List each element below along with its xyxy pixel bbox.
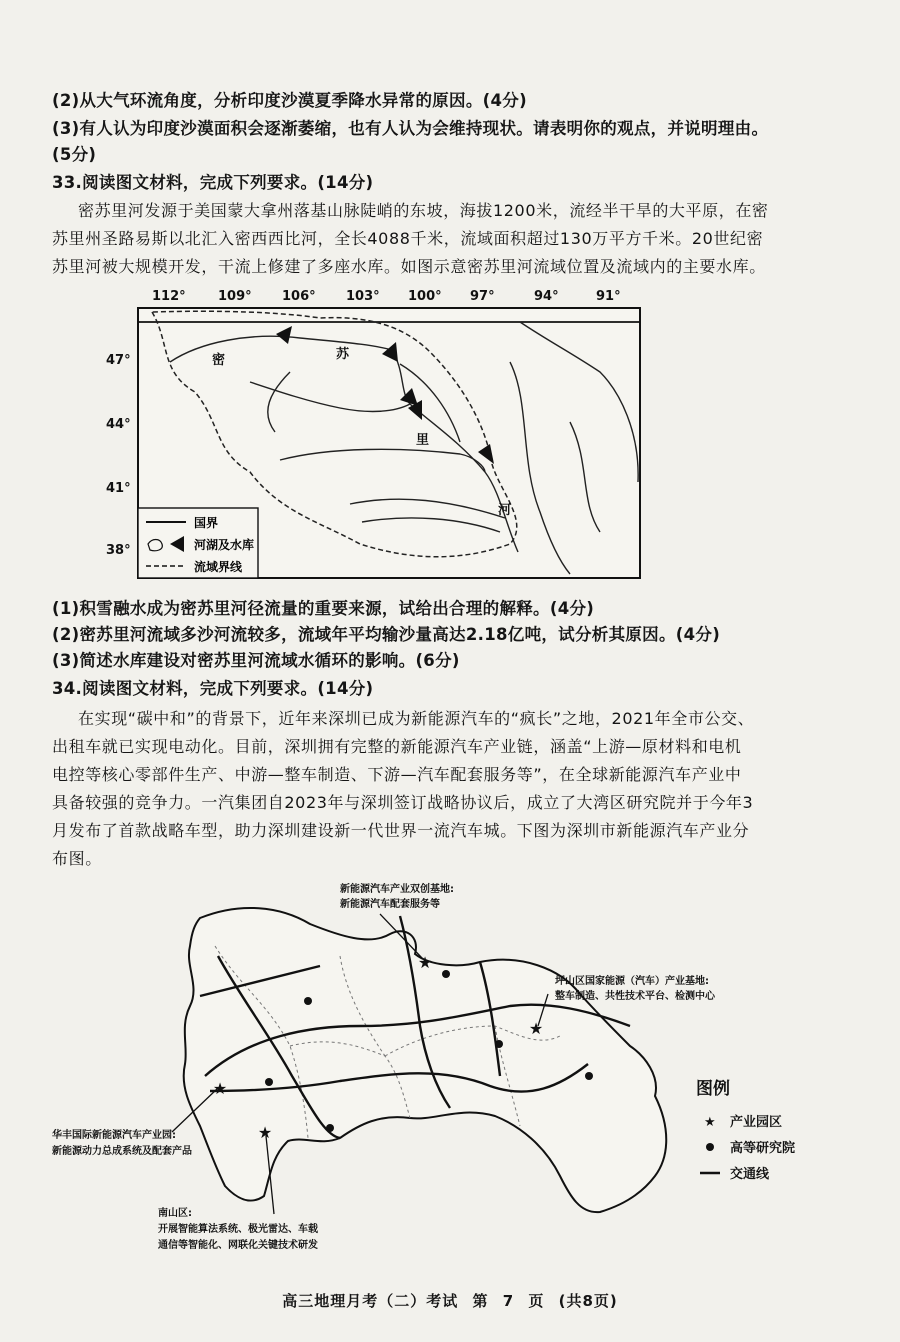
industrial-park-star: ★	[257, 1123, 273, 1142]
river-label-char: 苏	[336, 347, 350, 362]
industrial-park-star: ★	[528, 1019, 544, 1038]
legend-industrial-park-label: 产业园区	[730, 1115, 783, 1130]
callout-right-title: 坪山区国家能源（汽车）产业基地:	[555, 976, 709, 987]
lat-label: 47°	[106, 353, 131, 368]
river-label-char: 密	[212, 353, 226, 368]
legend-institute-label: 高等研究院	[730, 1141, 796, 1156]
lon-label: 109°	[218, 289, 252, 304]
legend-basin-label: 流域界线	[194, 560, 243, 574]
research-institute-dot	[265, 1078, 273, 1086]
footer-page-number: 7	[502, 1292, 515, 1310]
q33-para-line-2: 苏里州圣路易斯以北汇入密西西比河，全长4088千米，流域面积超过130万平方千米。20世纪密	[52, 229, 764, 248]
footer-total-pages: (共8页)	[558, 1292, 618, 1310]
lon-label: 112°	[152, 289, 186, 304]
legend-border-label: 国界	[194, 516, 219, 530]
lon-label: 100°	[408, 289, 442, 304]
q33-para-line-3: 苏里河被大规模开发，干流上修建了多座水库。如图示意密苏里河流域位置及流域内的主要水库。	[52, 257, 766, 276]
q33-heading: 33.阅读图文材料，完成下列要求。(14分)	[52, 173, 374, 192]
lon-label: 106°	[282, 289, 316, 304]
q33-sub2: (2)密苏里河流域多沙河流较多，流域年平均输沙量高达2.18亿吨，试分析其原因。(4分)	[52, 625, 721, 644]
q34-para-line-4: 具备较强的竞争力。一汽集团自2023年与深圳签订战略协议后，成立了大湾区研究院并于今年3	[52, 793, 754, 812]
shenzhen-industry-map	[40, 876, 850, 1276]
lat-label: 44°	[106, 417, 131, 432]
lat-label: 38°	[106, 543, 131, 558]
q32-sub3-line2: (5分)	[52, 145, 97, 164]
callout-top-detail: 新能源汽车配套服务等	[340, 899, 440, 910]
q33-sub3: (3)简述水库建设对密苏里河流域水循环的影响。(6分)	[52, 651, 460, 670]
q34-para-line-5: 月发布了首款战略车型，助力深圳建设新一代世界一流汽车城。下图为深圳市新能源汽车产业分	[52, 821, 750, 840]
research-institute-dot	[442, 970, 450, 978]
research-institute-dot	[304, 997, 312, 1005]
industrial-park-star: ★	[417, 953, 433, 972]
callout-left-title: 华丰国际新能源汽车产业园:	[52, 1130, 176, 1141]
legend-star-icon: ★	[704, 1115, 716, 1130]
q32-sub3-line1: (3)有人认为印度沙漠面积会逐渐萎缩，也有人认为会维持现状。请表明你的观点，并说明理由。	[52, 119, 769, 138]
q34-heading: 34.阅读图文材料，完成下列要求。(14分)	[52, 679, 374, 698]
river-label-char: 河	[498, 503, 512, 518]
footer-page-suffix: 页	[528, 1292, 545, 1310]
lon-label: 94°	[534, 289, 559, 304]
river-label-char: 里	[416, 433, 430, 448]
research-institute-dot	[495, 1040, 503, 1048]
lon-label: 97°	[470, 289, 495, 304]
legend-dot-icon	[706, 1143, 714, 1151]
callout-right-detail: 整车制造、共性技术平台、检测中心	[555, 991, 715, 1002]
footer-page-prefix: 第	[472, 1292, 489, 1310]
footer-exam-name: 高三地理月考（二）考试	[282, 1292, 459, 1310]
callout-top-title: 新能源汽车产业双创基地:	[340, 884, 454, 895]
legend-transport-label: 交通线	[730, 1167, 770, 1182]
research-institute-dot	[585, 1072, 593, 1080]
callout-bottom-title: 南山区:	[158, 1208, 192, 1219]
q33-sub1: (1)积雪融水成为密苏里河径流量的重要来源，试给出合理的解释。(4分)	[52, 599, 595, 618]
q33-para-line-1: 密苏里河发源于美国蒙大拿州落基山脉陡峭的东坡，海拔1200米，流经半干旱的大平原，在密	[78, 201, 769, 220]
lon-label: 103°	[346, 289, 380, 304]
lat-label: 41°	[106, 481, 131, 496]
research-institute-dot	[326, 1124, 334, 1132]
q34-para-line-3: 电控等核心零部件生产、中游—整车制造、下游—汽车配套服务等”，在全球新能源汽车产业中	[52, 765, 742, 784]
callout-bottom-line1: 开展智能算法系统、极光雷达、车载	[158, 1224, 318, 1235]
industrial-park-star: ★	[212, 1079, 228, 1098]
q34-para-line-2: 出租车就已实现电动化。目前，深圳拥有完整的新能源汽车产业链，涵盖“上游—原材料和电机	[52, 737, 742, 756]
callout-bottom-line2: 通信等智能化、网联化关键技术研发	[158, 1240, 318, 1251]
q34-para-line-6: 布图。	[52, 849, 102, 868]
lon-label: 91°	[596, 289, 621, 304]
q32-sub2: (2)从大气环流角度，分析印度沙漠夏季降水异常的原因。(4分)	[52, 91, 527, 110]
q34-para-line-1: 在实现“碳中和”的背景下，近年来深圳已成为新能源汽车的“疯长”之地，2021年全市公交、	[78, 709, 755, 728]
page-footer	[0, 1290, 900, 1311]
callout-left-detail: 新能源动力总成系统及配套产品	[52, 1146, 192, 1157]
missouri-river-map	[100, 282, 660, 592]
legend-lakes-label: 河湖及水库	[194, 538, 255, 552]
shenzhen-legend-title: 图例	[696, 1079, 730, 1099]
